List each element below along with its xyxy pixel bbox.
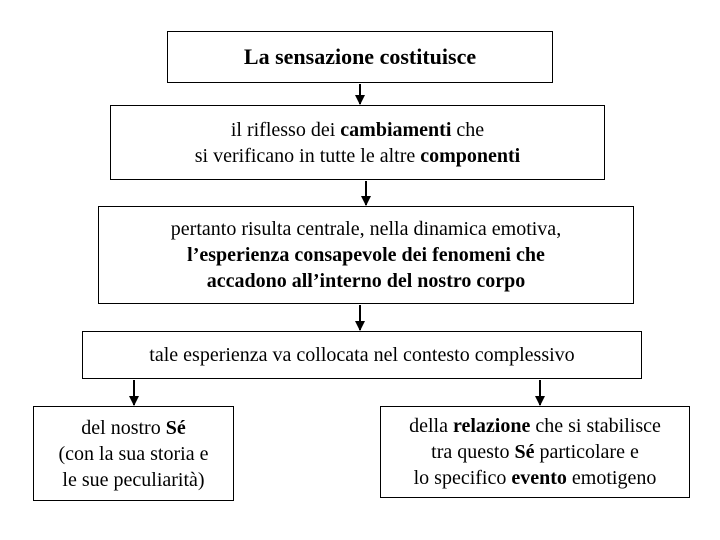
text-run: tra questo bbox=[431, 441, 515, 463]
emphasis-text: accadono all’interno del nostro corpo bbox=[206, 270, 526, 292]
box-nostro-se-line-1 bbox=[81, 415, 185, 441]
text-run: (con la sua storia e bbox=[58, 442, 209, 465]
box-esperienza-consapevole bbox=[98, 206, 634, 304]
emphasis-text: evento bbox=[511, 467, 567, 489]
box-nostro-se-line-2 bbox=[59, 441, 209, 467]
emphasis-text: La sensazione costituisce bbox=[243, 44, 477, 69]
emphasis-text: relazione bbox=[452, 415, 531, 437]
text-run: particolare e bbox=[534, 441, 639, 463]
box-relazione-line-2 bbox=[431, 439, 639, 465]
text-run: della bbox=[409, 415, 453, 437]
box-contesto-line-1 bbox=[149, 342, 574, 368]
emphasis-text: Sé bbox=[165, 416, 186, 439]
box-esperienza-line-1 bbox=[171, 216, 561, 242]
box-esperienza-line-3 bbox=[207, 268, 526, 294]
text-run: che si stabilisce bbox=[530, 415, 661, 437]
box-esperienza-line-2 bbox=[187, 242, 545, 268]
box-sensazione-line-1 bbox=[244, 44, 476, 70]
text-run: che bbox=[451, 118, 485, 141]
box-relazione-line-3 bbox=[414, 465, 657, 491]
text-run: emotigeno bbox=[566, 467, 657, 489]
emphasis-text: Sé bbox=[514, 441, 535, 463]
box-riflesso-line-2 bbox=[195, 143, 520, 169]
box-sensazione bbox=[167, 31, 553, 83]
text-run: le sue peculiarità) bbox=[62, 468, 205, 491]
box-relazione bbox=[380, 406, 690, 498]
text-run: tale esperienza va collocata nel contesto complessivo bbox=[149, 344, 575, 366]
box-nostro-se bbox=[33, 406, 234, 501]
box-nostro-se-line-3 bbox=[62, 467, 204, 493]
box-relazione-line-1 bbox=[409, 413, 661, 439]
text-run: lo specifico bbox=[413, 467, 512, 489]
box-contesto bbox=[82, 331, 642, 379]
emphasis-text: componenti bbox=[420, 144, 521, 167]
emphasis-text: l’esperienza consapevole dei fenomeni che bbox=[187, 244, 545, 266]
emphasis-text: cambiamenti bbox=[340, 118, 452, 141]
box-riflesso-line-1 bbox=[231, 117, 484, 143]
text-run: si verificano in tutte le altre bbox=[194, 144, 421, 167]
text-run: pertanto risulta centrale, nella dinamica emotiva, bbox=[170, 218, 562, 240]
text-run: del nostro bbox=[81, 416, 166, 439]
box-riflesso bbox=[110, 105, 605, 180]
text-run: il riflesso dei bbox=[230, 118, 341, 141]
